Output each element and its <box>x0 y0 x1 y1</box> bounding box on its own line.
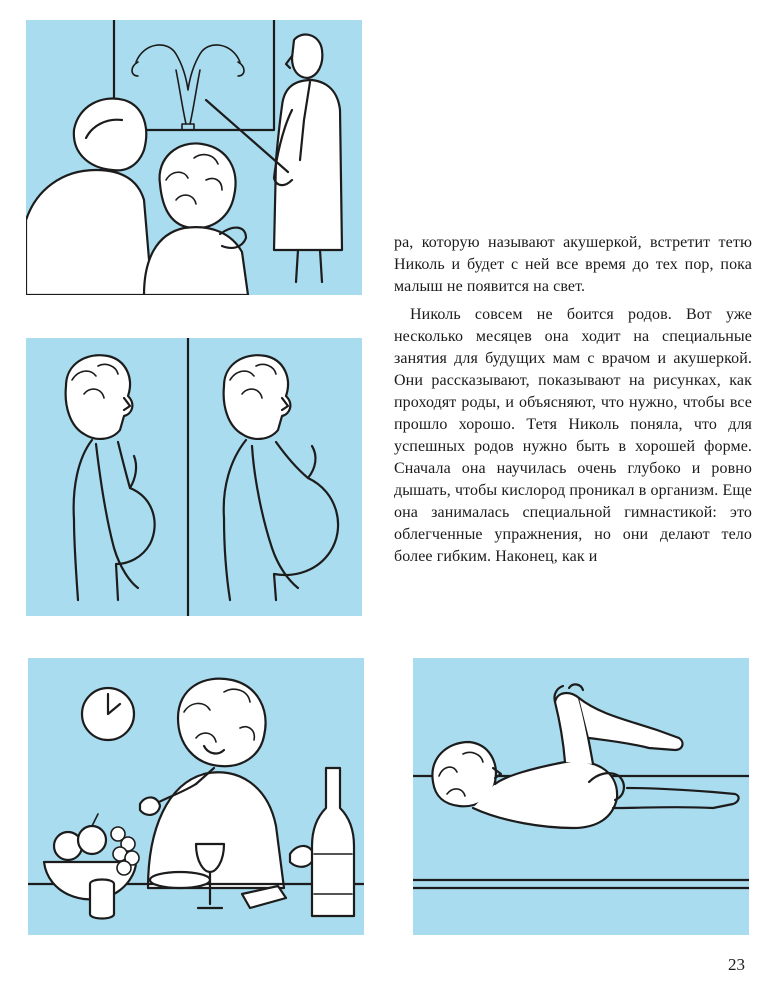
woman-listener <box>144 143 248 295</box>
jar <box>90 880 114 919</box>
bottle <box>312 768 354 916</box>
woman-exercising <box>432 684 738 828</box>
illustration-exercise <box>413 658 749 935</box>
lecture-drawing <box>26 20 362 295</box>
profile-right <box>224 355 338 600</box>
illustration-pregnancy-profiles <box>26 338 362 616</box>
plate <box>150 872 210 888</box>
clock-icon <box>82 688 134 740</box>
meal-drawing <box>28 658 364 935</box>
page-number: 23 <box>728 955 745 974</box>
napkin <box>242 886 286 908</box>
illustration-lecture <box>26 20 362 295</box>
woman-eating <box>140 679 314 888</box>
paragraph-1: ра, которую называют акушеркой, встретит тетю Николь и будет с ней все время до тех пор, пока малыш не появится на свет. <box>394 234 752 295</box>
exercise-drawing <box>413 658 749 935</box>
body-text <box>394 232 752 568</box>
illustration-meal <box>28 658 364 935</box>
paragraph-2: Николь совсем не боится родов. Вот уже несколько месяцев она ходит на специальные занятия для будущих мам с врачом и акушеркой. Они рассказывают, показывают на рисунках, как проходят роды, и объясняют, что нужно, чтобы все прошло хорошо. Тетя Николь поняла, что для успешных родов нужно быть в хорошей форме. Сначала она научилась очень глубоко и ровно дышать, чтобы кислород проникал в организм. Еще она занималась специальной гимнастикой: это облегченные упражнения, но они делают тело более гибким. Наконец, как и <box>394 306 752 565</box>
floor-lines <box>413 880 749 888</box>
man-listener <box>26 98 152 295</box>
profile-left <box>66 355 155 600</box>
profiles-drawing <box>26 338 362 616</box>
